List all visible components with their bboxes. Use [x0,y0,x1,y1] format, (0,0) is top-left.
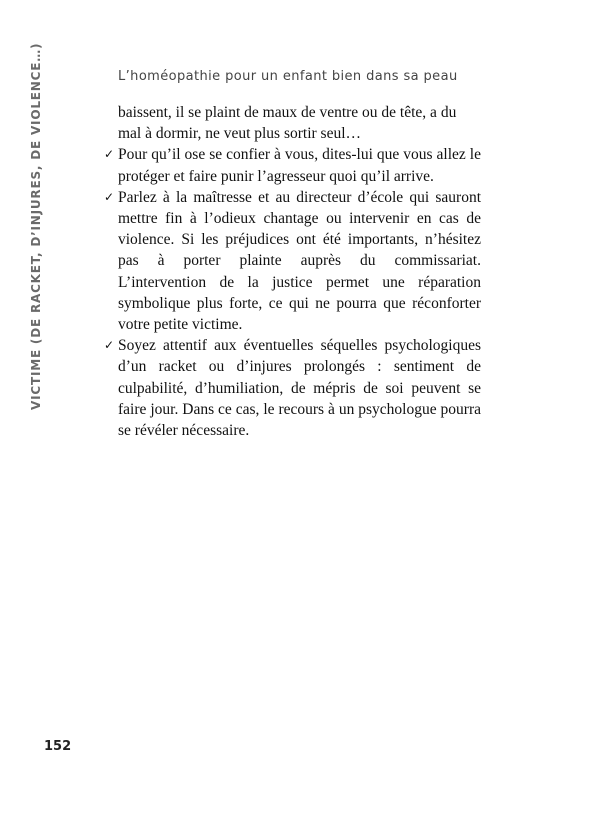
list-item-text: Pour qu’il ose se confier à vous, dites-lui que vous allez le protéger et faire punir l’agresseur quoi qu’il arrive. [118,146,481,185]
list-item [104,335,481,441]
check-icon: ✓ [104,189,115,204]
chapter-side-title: VICTIME (DE RACKET, D’INJURES, DE VIOLENCE…) [29,42,43,410]
list-item-text: Parlez à la maîtresse et au directeur d’école qui sauront mettre fin à l’odieux chantage ou intervenir en cas de violence. Si les préjudices ont été importants, n’hésitez pas à porter plainte auprès du commissariat. L’intervention de la justice permet une réparation symbolique plus forte, ce qui ne pourra que réconforter votre petite victime. [118,188,481,334]
list-item-text: Soyez attentif aux éventuelles séquelles psychologiques d’un racket ou d’injures prolongés : sentiment de culpabilité, d’humiliation, de mépris de soi peuvent se faire jour. Dans ce cas, le recours à un psychologue pourra se révéler nécessaire. [118,337,481,440]
list-item [104,144,481,186]
running-header: L’homéopathie pour un enfant bien dans sa peau [118,69,458,84]
list-item [104,187,481,335]
page-number: 152 [44,739,72,754]
check-icon: ✓ [104,147,115,162]
continuation-paragraph: baissent, il se plaint de maux de ventre ou de tête, a du mal à dormir, ne veut plus sortir seul… [118,104,457,143]
advice-list [104,144,481,441]
body-text [104,102,481,441]
check-icon: ✓ [104,338,115,353]
